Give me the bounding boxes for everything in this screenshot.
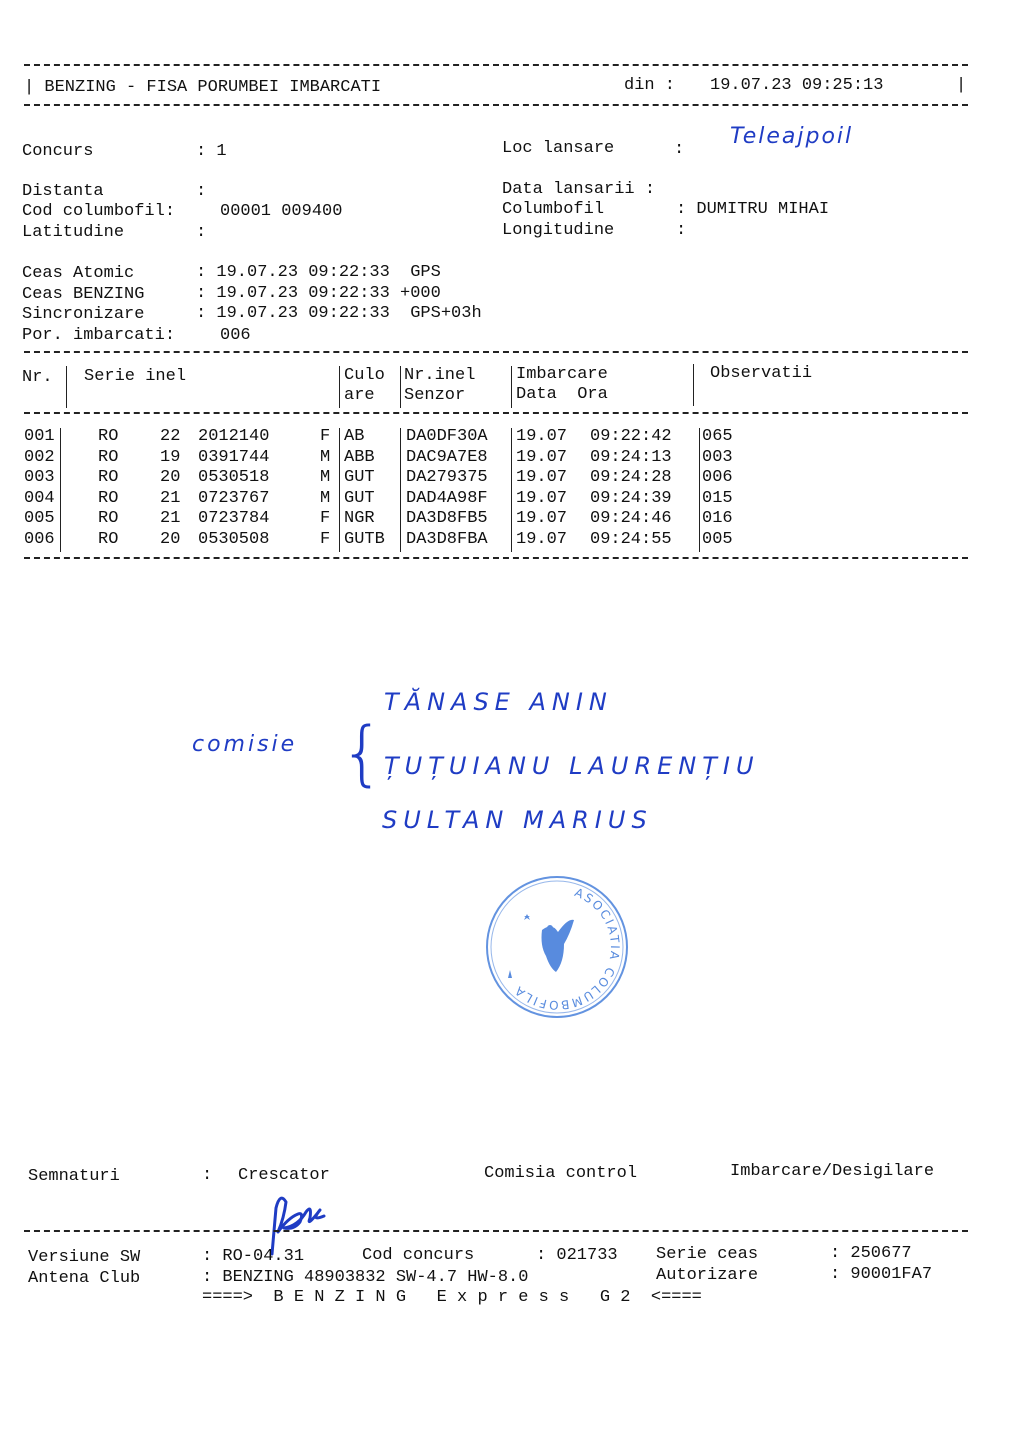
comisia-control-label: Comisia control bbox=[484, 1164, 638, 1183]
cell-color: GUTB bbox=[344, 530, 385, 549]
cell-obs: 003 bbox=[702, 447, 733, 467]
handwritten-bracket: { bbox=[340, 712, 391, 794]
col-separator bbox=[511, 366, 512, 408]
document-title: | BENZING - FISA PORUMBEI IMBARCATI bbox=[24, 78, 382, 97]
cell-date: 19.07 bbox=[516, 468, 568, 488]
cell-nr: 004 bbox=[24, 488, 55, 508]
handwritten-name-3: SULTAN MARIUS bbox=[382, 806, 653, 834]
divider bbox=[24, 64, 968, 66]
cell-country: RO bbox=[98, 530, 119, 549]
latitudine-value: : bbox=[196, 223, 207, 242]
cell-country: RO bbox=[98, 468, 119, 488]
cell-color: GUT bbox=[344, 488, 375, 508]
col-header-culoare-1: Culo bbox=[344, 366, 385, 385]
cell-sex: M bbox=[320, 468, 331, 488]
col-separator bbox=[60, 428, 61, 552]
longitudine-value: : bbox=[676, 221, 687, 240]
col-header-serie: Serie inel bbox=[84, 367, 187, 386]
col-header-observatii: Observatii bbox=[710, 364, 813, 383]
loc-lansare-label: Loc lansare bbox=[502, 139, 615, 158]
date-value: 19.07.23 09:25:13 bbox=[710, 76, 884, 95]
cod-columbofil-label: Cod columbofil: bbox=[22, 202, 176, 221]
cell-year: 20 bbox=[160, 468, 181, 488]
concurs-label: Concurs bbox=[22, 142, 94, 161]
sincronizare-label: Sincronizare bbox=[22, 305, 145, 324]
semnaturi-label: Semnaturi bbox=[28, 1167, 120, 1186]
stamp-text: ASOCIATIA COLUMBOFILA bbox=[510, 885, 623, 1013]
cell-obs: 006 bbox=[702, 468, 733, 488]
col-separator bbox=[693, 364, 694, 406]
por-imbarcati-label: Por. imbarcati: bbox=[22, 326, 176, 345]
cell-sex: F bbox=[320, 427, 331, 446]
col-separator bbox=[66, 366, 67, 408]
col-separator bbox=[339, 428, 340, 552]
cell-sex: F bbox=[320, 530, 331, 549]
cell-time: 09:22:42 bbox=[590, 427, 672, 446]
crescator-label: Crescator bbox=[238, 1166, 330, 1185]
divider bbox=[24, 104, 968, 106]
cell-country: RO bbox=[98, 447, 119, 467]
cod-columbofil-value: 00001 009400 bbox=[220, 202, 343, 221]
cell-sensor: DA3D8FB5 bbox=[406, 509, 488, 529]
cell-year: 20 bbox=[160, 530, 181, 549]
cell-time: 09:24:46 bbox=[590, 509, 672, 529]
header-right-bar: | bbox=[956, 76, 967, 95]
autorizare-value: : 90001FA7 bbox=[830, 1265, 933, 1284]
cell-obs: 065 bbox=[702, 427, 733, 446]
col-separator bbox=[400, 428, 401, 552]
cell-time: 09:24:28 bbox=[590, 468, 672, 488]
cell-date: 19.07 bbox=[516, 530, 568, 549]
cell-ring: 2012140 bbox=[198, 427, 270, 446]
ceas-benzing-label: Ceas BENZING bbox=[22, 285, 145, 304]
svg-text:ASOCIATIA COLUMBOFILA bbox=[511, 885, 622, 1012]
benzing-banner: ====> B E N Z I N G E x p r e s s G 2 <==== bbox=[202, 1288, 702, 1307]
longitudine-label: Longitudine bbox=[502, 221, 615, 240]
distanta-value: : bbox=[196, 182, 207, 201]
cell-nr: 006 bbox=[24, 530, 55, 549]
pigeon-icon bbox=[508, 914, 574, 978]
serie-ceas-label: Serie ceas bbox=[656, 1245, 759, 1264]
distanta-label: Distanta bbox=[22, 182, 104, 201]
cell-sensor: DAD4A98F bbox=[406, 488, 488, 508]
handwritten-name-2: ȚUȚUIANU LAURENȚIU bbox=[384, 752, 760, 780]
latitudine-label: Latitudine bbox=[22, 223, 125, 242]
cell-nr: 001 bbox=[24, 427, 55, 446]
cell-obs: 005 bbox=[702, 530, 733, 549]
cell-sensor: DA3D8FBA bbox=[406, 530, 488, 549]
cell-time: 09:24:39 bbox=[590, 488, 672, 508]
col-separator bbox=[339, 366, 340, 408]
concurs-value: : 1 bbox=[196, 142, 227, 161]
cell-country: RO bbox=[98, 427, 119, 446]
date-label: din : bbox=[624, 76, 676, 95]
loc-lansare-sep: : bbox=[674, 140, 685, 159]
col-separator bbox=[699, 428, 700, 552]
divider bbox=[24, 351, 968, 353]
cell-ring: 0723784 bbox=[198, 509, 270, 529]
serie-ceas-value: : 250677 bbox=[830, 1244, 912, 1263]
col-separator bbox=[511, 428, 512, 552]
imbarcare-desigilare-label: Imbarcare/Desigilare bbox=[730, 1162, 935, 1181]
cell-sex: F bbox=[320, 509, 331, 529]
columbofil-value: : DUMITRU MIHAI bbox=[676, 200, 830, 219]
data-lansarii-label: Data lansarii : bbox=[502, 180, 656, 199]
antena-club-label: Antena Club bbox=[28, 1269, 141, 1288]
cell-sensor: DA279375 bbox=[406, 468, 488, 488]
ceas-atomic-label: Ceas Atomic bbox=[22, 264, 135, 283]
col-header-nrinel-2: Senzor bbox=[404, 386, 466, 405]
cell-nr: 003 bbox=[24, 468, 55, 488]
cell-nr: 002 bbox=[24, 447, 55, 467]
col-header-imbarcare-1: Imbarcare bbox=[516, 365, 608, 384]
cell-country: RO bbox=[98, 488, 119, 508]
cell-sensor: DA0DF30A bbox=[406, 427, 488, 446]
antena-club-value: : BENZING 48903832 SW-4.7 HW-8.0 bbox=[202, 1268, 529, 1287]
handwritten-name-1: TĂNASE ANIN bbox=[384, 688, 613, 716]
cell-year: 21 bbox=[160, 488, 181, 508]
divider bbox=[24, 557, 968, 559]
cell-color: AB bbox=[344, 427, 365, 446]
cell-date: 19.07 bbox=[516, 447, 568, 467]
cell-ring: 0530518 bbox=[198, 468, 270, 488]
handwritten-comisie: comisie bbox=[192, 732, 298, 757]
cod-concurs-value: : 021733 bbox=[536, 1246, 618, 1265]
cell-date: 19.07 bbox=[516, 427, 568, 446]
loc-lansare-handwritten: Teleajpoil bbox=[730, 124, 854, 149]
cell-time: 09:24:13 bbox=[590, 447, 672, 467]
cell-sex: M bbox=[320, 447, 331, 467]
col-header-nr: Nr. bbox=[22, 368, 53, 387]
ceas-atomic-value: : 19.07.23 09:22:33 GPS bbox=[196, 263, 441, 282]
cell-country: RO bbox=[98, 509, 119, 529]
cell-ring: 0723767 bbox=[198, 488, 270, 508]
cell-color: NGR bbox=[344, 509, 375, 529]
autorizare-label: Autorizare bbox=[656, 1266, 759, 1285]
col-header-nrinel-1: Nr.inel bbox=[404, 366, 476, 385]
versiune-sw-label: Versiune SW bbox=[28, 1248, 141, 1267]
cell-date: 19.07 bbox=[516, 488, 568, 508]
divider bbox=[24, 412, 968, 414]
cell-nr: 005 bbox=[24, 509, 55, 529]
col-separator bbox=[400, 366, 401, 408]
cell-time: 09:24:55 bbox=[590, 530, 672, 549]
cell-year: 21 bbox=[160, 509, 181, 529]
ceas-benzing-value: : 19.07.23 09:22:33 +000 bbox=[196, 284, 441, 303]
por-imbarcati-value: 006 bbox=[220, 326, 251, 345]
cell-color: GUT bbox=[344, 468, 375, 488]
cod-concurs-label: Cod concurs bbox=[362, 1246, 475, 1265]
divider bbox=[24, 1230, 968, 1232]
cell-year: 19 bbox=[160, 447, 181, 467]
stamp bbox=[484, 874, 630, 1020]
cell-ring: 0391744 bbox=[198, 447, 270, 467]
cell-year: 22 bbox=[160, 427, 181, 446]
cell-sex: M bbox=[320, 488, 331, 508]
versiune-sw-value: : RO-04.31 bbox=[202, 1247, 305, 1266]
cell-color: ABB bbox=[344, 447, 375, 467]
sincronizare-value: : 19.07.23 09:22:33 GPS+03h bbox=[196, 304, 482, 323]
cell-date: 19.07 bbox=[516, 509, 568, 529]
col-header-culoare-2: are bbox=[344, 386, 375, 405]
cell-sensor: DAC9A7E8 bbox=[406, 447, 488, 467]
cell-ring: 0530508 bbox=[198, 530, 270, 549]
cell-obs: 016 bbox=[702, 509, 733, 529]
col-header-imbarcare-2: Data Ora bbox=[516, 385, 608, 404]
semnaturi-sep: : bbox=[202, 1166, 213, 1185]
cell-obs: 015 bbox=[702, 488, 733, 508]
columbofil-label: Columbofil bbox=[502, 200, 605, 219]
